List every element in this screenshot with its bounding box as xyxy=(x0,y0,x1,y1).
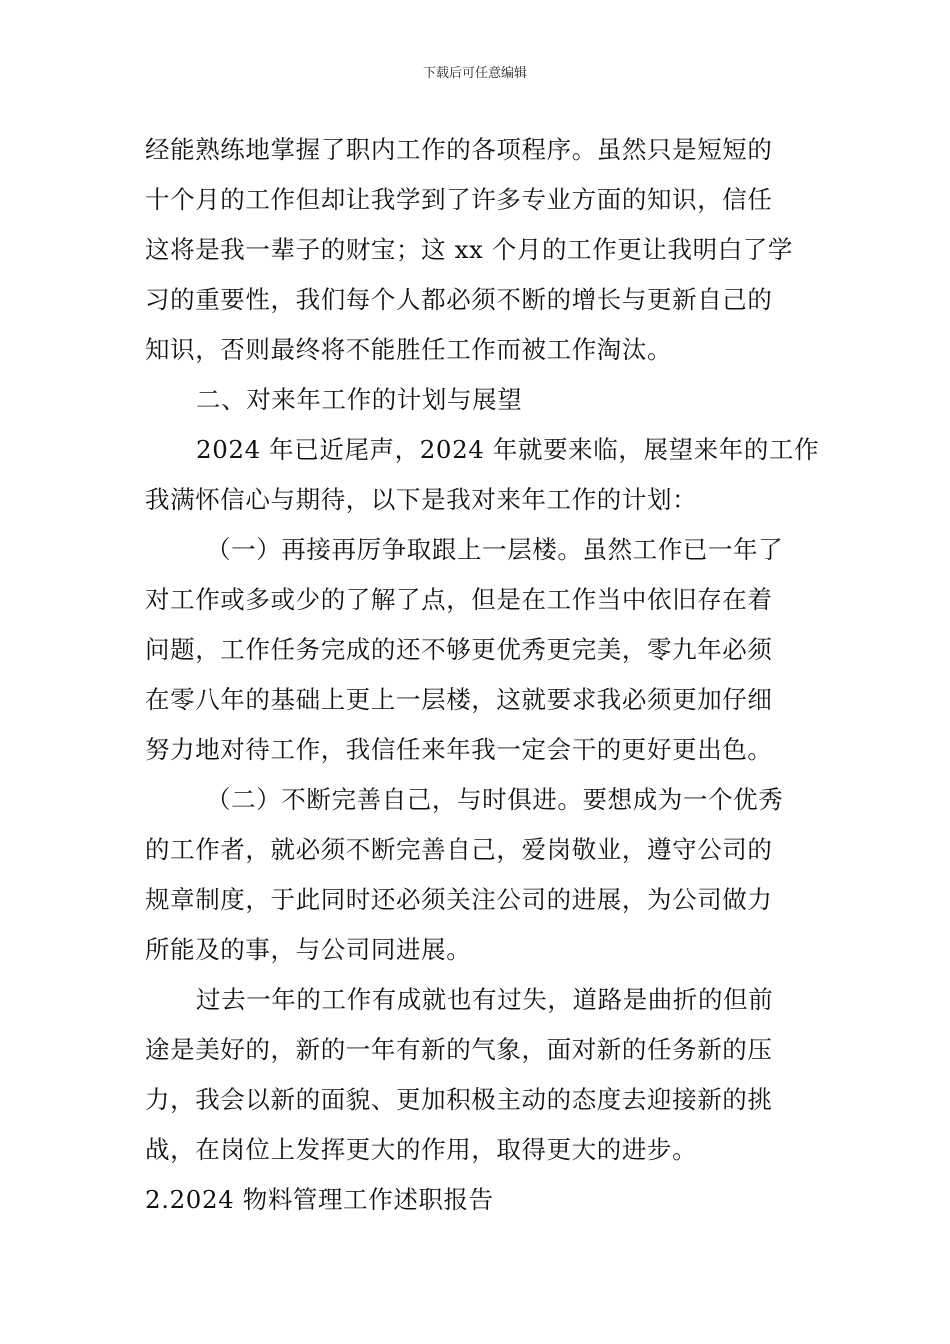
section-title: 2.2024 物料管理工作述职报告 xyxy=(145,1185,494,1214)
paragraph-line: 过去一年的工作有成就也有过失，道路是曲折的但前 xyxy=(196,985,774,1014)
paragraph-line: 的工作者，就必须不断完善自己，爱岗敬业，遵守公司的 xyxy=(145,835,773,864)
paragraph-line: 对工作或多或少的了解了点，但是在工作当中依旧存在着 xyxy=(145,585,773,614)
paragraph-line: 在零八年的基础上更上一层楼，这就要求我必须更加仔细 xyxy=(145,685,773,714)
section-heading: 二、对来年工作的计划与展望 xyxy=(196,385,523,414)
paragraph-line: 战，在岗位上发挥更大的作用，取得更大的进步。 xyxy=(145,1135,698,1164)
paragraph-line: （二）不断完善自己，与时俱进。要想成为一个优秀 xyxy=(206,785,784,814)
paragraph-line: （一）再接再厉争取跟上一层楼。虽然工作已一年了 xyxy=(206,535,784,564)
paragraph-line: 途是美好的，新的一年有新的气象，面对新的任务新的压 xyxy=(145,1035,773,1064)
paragraph-line: 2024 年已近尾声，2024 年就要来临，展望来年的工作 xyxy=(196,435,820,464)
paragraph-line: 习的重要性，我们每个人都必须不断的增长与更新自己的 xyxy=(145,285,773,314)
paragraph-line: 规章制度，于此同时还必须关注公司的进展，为公司做力 xyxy=(145,885,773,914)
paragraph-line: 十个月的工作但却让我学到了许多专业方面的知识，信任 xyxy=(145,185,773,214)
paragraph-line: 力，我会以新的面貌、更加积极主动的态度去迎接新的挑 xyxy=(145,1085,773,1114)
paragraph-line: 知识，否则最终将不能胜任工作而被工作淘汰。 xyxy=(145,335,673,364)
paragraph-line: 经能熟练地掌握了职内工作的各项程序。虽然只是短短的 xyxy=(145,135,773,164)
page-header: 下载后可任意编辑 xyxy=(422,66,527,81)
paragraph-line: 我满怀信心与期待，以下是我对来年工作的计划： xyxy=(145,485,698,514)
paragraph-line: 努力地对待工作，我信任来年我一定会干的更好更出色。 xyxy=(145,735,773,764)
paragraph-line: 问题，工作任务完成的还不够更优秀更完美，零九年必须 xyxy=(145,635,773,664)
paragraph-line: 这将是我一辈子的财宝；这 xx 个月的工作更让我明白了学 xyxy=(145,235,794,264)
paragraph-line: 所能及的事，与公司同进展。 xyxy=(145,935,472,964)
